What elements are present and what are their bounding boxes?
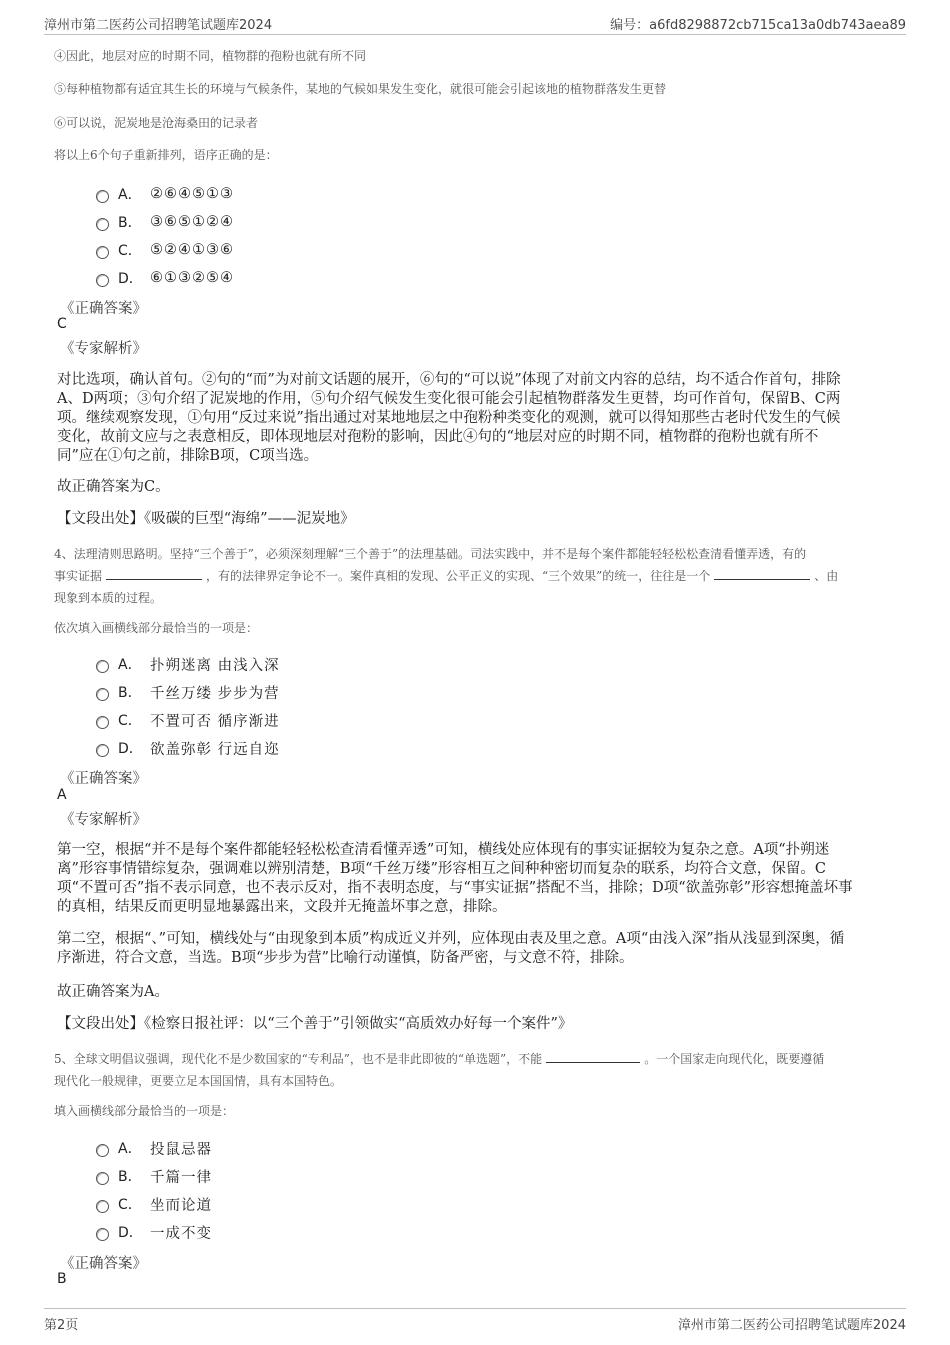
analysis-line: 序渐进，符合文意，当选。B项“步步为营”比喻行动谨慎，防备严密，与文意不符，排除。 xyxy=(57,950,634,966)
analysis-line: 的真相，结果反而更明显地暴露出来，文段并无掩盖坏事之意，排除。 xyxy=(57,899,507,915)
option-text: 千篇一律 xyxy=(150,1169,212,1186)
q4-option-d[interactable] xyxy=(96,737,280,759)
q4-stem-text: 、由 xyxy=(814,569,839,583)
q4-stem xyxy=(54,543,838,609)
q5-option-d[interactable] xyxy=(96,1221,212,1243)
footer-page-number: 第2页 xyxy=(44,1318,79,1333)
option-letter: B． xyxy=(118,685,142,701)
q5-stem-line1 xyxy=(54,1048,824,1070)
q4-answer: A xyxy=(57,787,67,803)
blank-line xyxy=(106,567,202,580)
q5-stem-text: 5、全球文明倡议强调，现代化不是少数国家的“专利品”，也不是非此即彼的“单选题”，不能 xyxy=(54,1052,543,1066)
radio-icon[interactable] xyxy=(96,218,109,231)
option-letter: B． xyxy=(118,1169,142,1185)
q4-stem-line1: 4、法理清则思路明。坚持“三个善于”，必须深刻理解“三个善于”的法理基础。司法实践中，并不是每个案件都能轻轻松松查清看懂弄透，有的 xyxy=(54,547,807,561)
q4-analysis-1 xyxy=(57,841,853,917)
q4-analysis-label: 《专家解析》 xyxy=(60,812,147,828)
q4-option-c[interactable] xyxy=(96,709,280,731)
q5-answer-label: 《正确答案》 xyxy=(60,1256,147,1272)
q5-stem xyxy=(54,1048,824,1092)
radio-icon[interactable] xyxy=(96,1172,109,1185)
analysis-line: 变化，故前文应与之表意相反，即体现地层对孢粉的影响，因此④句的“地层对应的时期不同，植物群的孢粉也就有所不 xyxy=(57,429,819,445)
q3-statement-6: ⑥可以说，泥炭地是沧海桑田的记录者 xyxy=(54,116,259,130)
analysis-line: 项。继续观察发现，①句用“反过来说”指出通过对某地地层之中孢粉种类变化的观测，就可以得知那些古老时代发生的气候 xyxy=(57,410,841,426)
option-text: ⑥①③②⑤④ xyxy=(150,270,234,286)
page-footer xyxy=(0,1308,950,1345)
header-code-label: 编号： xyxy=(610,18,650,33)
analysis-line: 离”形容事情错综复杂，强调难以辨别清楚，B项“千丝万缕”形容相互之间种种密切而复杂的联系，均符合文意，保留。C xyxy=(57,861,826,877)
option-letter: D． xyxy=(118,741,143,757)
header-divider xyxy=(44,34,906,35)
q4-analysis-2 xyxy=(57,930,844,968)
analysis-line: A、D两项；③句介绍了泥炭地的作用，⑤句介绍气候发生变化很可能会引起植物群落发生更替，均可作首句，保留B、C两 xyxy=(57,391,841,407)
q4-option-b[interactable] xyxy=(96,681,280,703)
header-code-value: a6fd8298872cb715ca13a0db743aea89 xyxy=(649,18,906,33)
option-letter: C． xyxy=(118,1197,142,1213)
radio-icon[interactable] xyxy=(96,1228,109,1241)
q3-option-c[interactable] xyxy=(96,239,234,261)
q3-statement-4: ④因此，地层对应的时期不同，植物群的孢粉也就有所不同 xyxy=(54,49,367,63)
q5-option-b[interactable] xyxy=(96,1165,212,1187)
q3-analysis xyxy=(57,371,841,466)
header-title: 漳州市第二医药公司招聘笔试题库2024 xyxy=(44,18,273,33)
option-text: 不置可否 循序渐进 xyxy=(150,713,280,730)
q4-prompt: 依次填入画横线部分最恰当的一项是： xyxy=(54,621,259,635)
option-letter: A． xyxy=(118,1141,142,1157)
radio-icon[interactable] xyxy=(96,1144,109,1157)
q3-conclusion: 故正确答案为C。 xyxy=(57,479,170,495)
option-text: 千丝万缕 步步为营 xyxy=(150,685,280,702)
radio-icon[interactable] xyxy=(96,744,109,757)
q3-prompt: 将以上6个句子重新排列，语序正确的是： xyxy=(54,148,278,162)
radio-icon[interactable] xyxy=(96,246,109,259)
option-letter: D． xyxy=(118,271,143,287)
q4-source: 【文段出处】《检察日报社评：以“三个善于”引领做实“高质效办好每一个案件”》 xyxy=(57,1016,573,1032)
option-letter: C． xyxy=(118,243,142,259)
q3-analysis-label: 《专家解析》 xyxy=(60,341,147,357)
q4-stem-text: 事实证据 xyxy=(54,569,103,583)
option-text: 扑朔迷离 由浅入深 xyxy=(150,657,280,674)
radio-icon[interactable] xyxy=(96,688,109,701)
q5-option-a[interactable] xyxy=(96,1137,212,1159)
q3-option-a[interactable] xyxy=(96,183,234,205)
q5-prompt: 填入画横线部分最恰当的一项是： xyxy=(54,1104,235,1118)
q4-stem-text: ，有的法律界定争论不一。案件真相的发现、公平正义的实现、“三个效果”的统一，往往是一个 xyxy=(206,569,711,583)
radio-icon[interactable] xyxy=(96,1200,109,1213)
q5-answer: B xyxy=(57,1271,67,1287)
option-text: ⑤②④①③⑥ xyxy=(150,242,234,258)
q4-stem-line3: 现象到本质的过程。 xyxy=(54,591,163,605)
blank-line xyxy=(546,1050,640,1063)
option-text: 投鼠忌器 xyxy=(150,1141,212,1158)
analysis-line: 对比选项，确认首句。②句的“而”为对前文话题的展开，⑥句的“可以说”体现了对前文内容的总结，均不适合作首句，排除 xyxy=(57,372,841,388)
option-letter: D． xyxy=(118,1225,143,1241)
option-letter: A． xyxy=(118,187,142,203)
q3-option-d[interactable] xyxy=(96,267,234,289)
option-letter: A． xyxy=(118,657,142,673)
blank-line xyxy=(714,567,810,580)
q5-stem-line2: 现代化一般规律，更要立足本国国情，具有本国特色。 xyxy=(54,1074,343,1088)
analysis-line: 同”应在①句之前，排除B项，C项当选。 xyxy=(57,448,319,464)
q4-conclusion: 故正确答案为A。 xyxy=(57,984,169,1000)
q3-source: 【文段出处】《吸碳的巨型“海绵”——泥炭地》 xyxy=(57,511,355,527)
q3-answer: C xyxy=(57,316,67,332)
radio-icon[interactable] xyxy=(96,660,109,673)
option-letter: B． xyxy=(118,215,142,231)
q4-stem-line2 xyxy=(54,565,838,587)
option-text: ②⑥④⑤①③ xyxy=(150,186,234,202)
analysis-line: 第一空，根据“并不是每个案件都能轻轻松松查清看懂弄透”可知，横线处应体现有的事实证据较为复杂之意。A项“扑朔迷 xyxy=(57,842,830,858)
page-header xyxy=(0,0,950,34)
q3-option-b[interactable] xyxy=(96,211,234,233)
radio-icon[interactable] xyxy=(96,716,109,729)
q3-statement-5: ⑤每种植物都有适宜其生长的环境与气候条件，某地的气候如果发生变化，就很可能会引起该地的植物群落发生更替 xyxy=(54,82,667,96)
option-letter: C． xyxy=(118,713,142,729)
option-text: 坐而论道 xyxy=(150,1197,212,1214)
footer-title: 漳州市第二医药公司招聘笔试题库2024 xyxy=(677,1318,906,1333)
q5-stem-text: 。一个国家走向现代化，既要遵循 xyxy=(644,1052,825,1066)
radio-icon[interactable] xyxy=(96,274,109,287)
header-code xyxy=(610,14,906,33)
analysis-line: 项“不置可否”指不表示同意，也不表示反对，指不表明态度，与“事实证据”搭配不当，排除；D项“欲盖弥彰”形容想掩盖坏事 xyxy=(57,880,853,896)
q4-option-a[interactable] xyxy=(96,653,280,675)
radio-icon[interactable] xyxy=(96,190,109,203)
q3-answer-label: 《正确答案》 xyxy=(60,301,147,317)
q4-answer-label: 《正确答案》 xyxy=(60,771,147,787)
q5-option-c[interactable] xyxy=(96,1193,212,1215)
analysis-line: 第二空，根据“、”可知，横线处与“由现象到本质”构成近义并列，应体现由表及里之意。A项“由浅入深”指从浅显到深奥，循 xyxy=(57,931,845,947)
option-text: 一成不变 xyxy=(150,1225,212,1242)
footer-divider xyxy=(44,1308,906,1309)
option-text: ③⑥⑤①②④ xyxy=(150,214,234,230)
option-text: 欲盖弥彰 行远自迩 xyxy=(150,741,280,758)
